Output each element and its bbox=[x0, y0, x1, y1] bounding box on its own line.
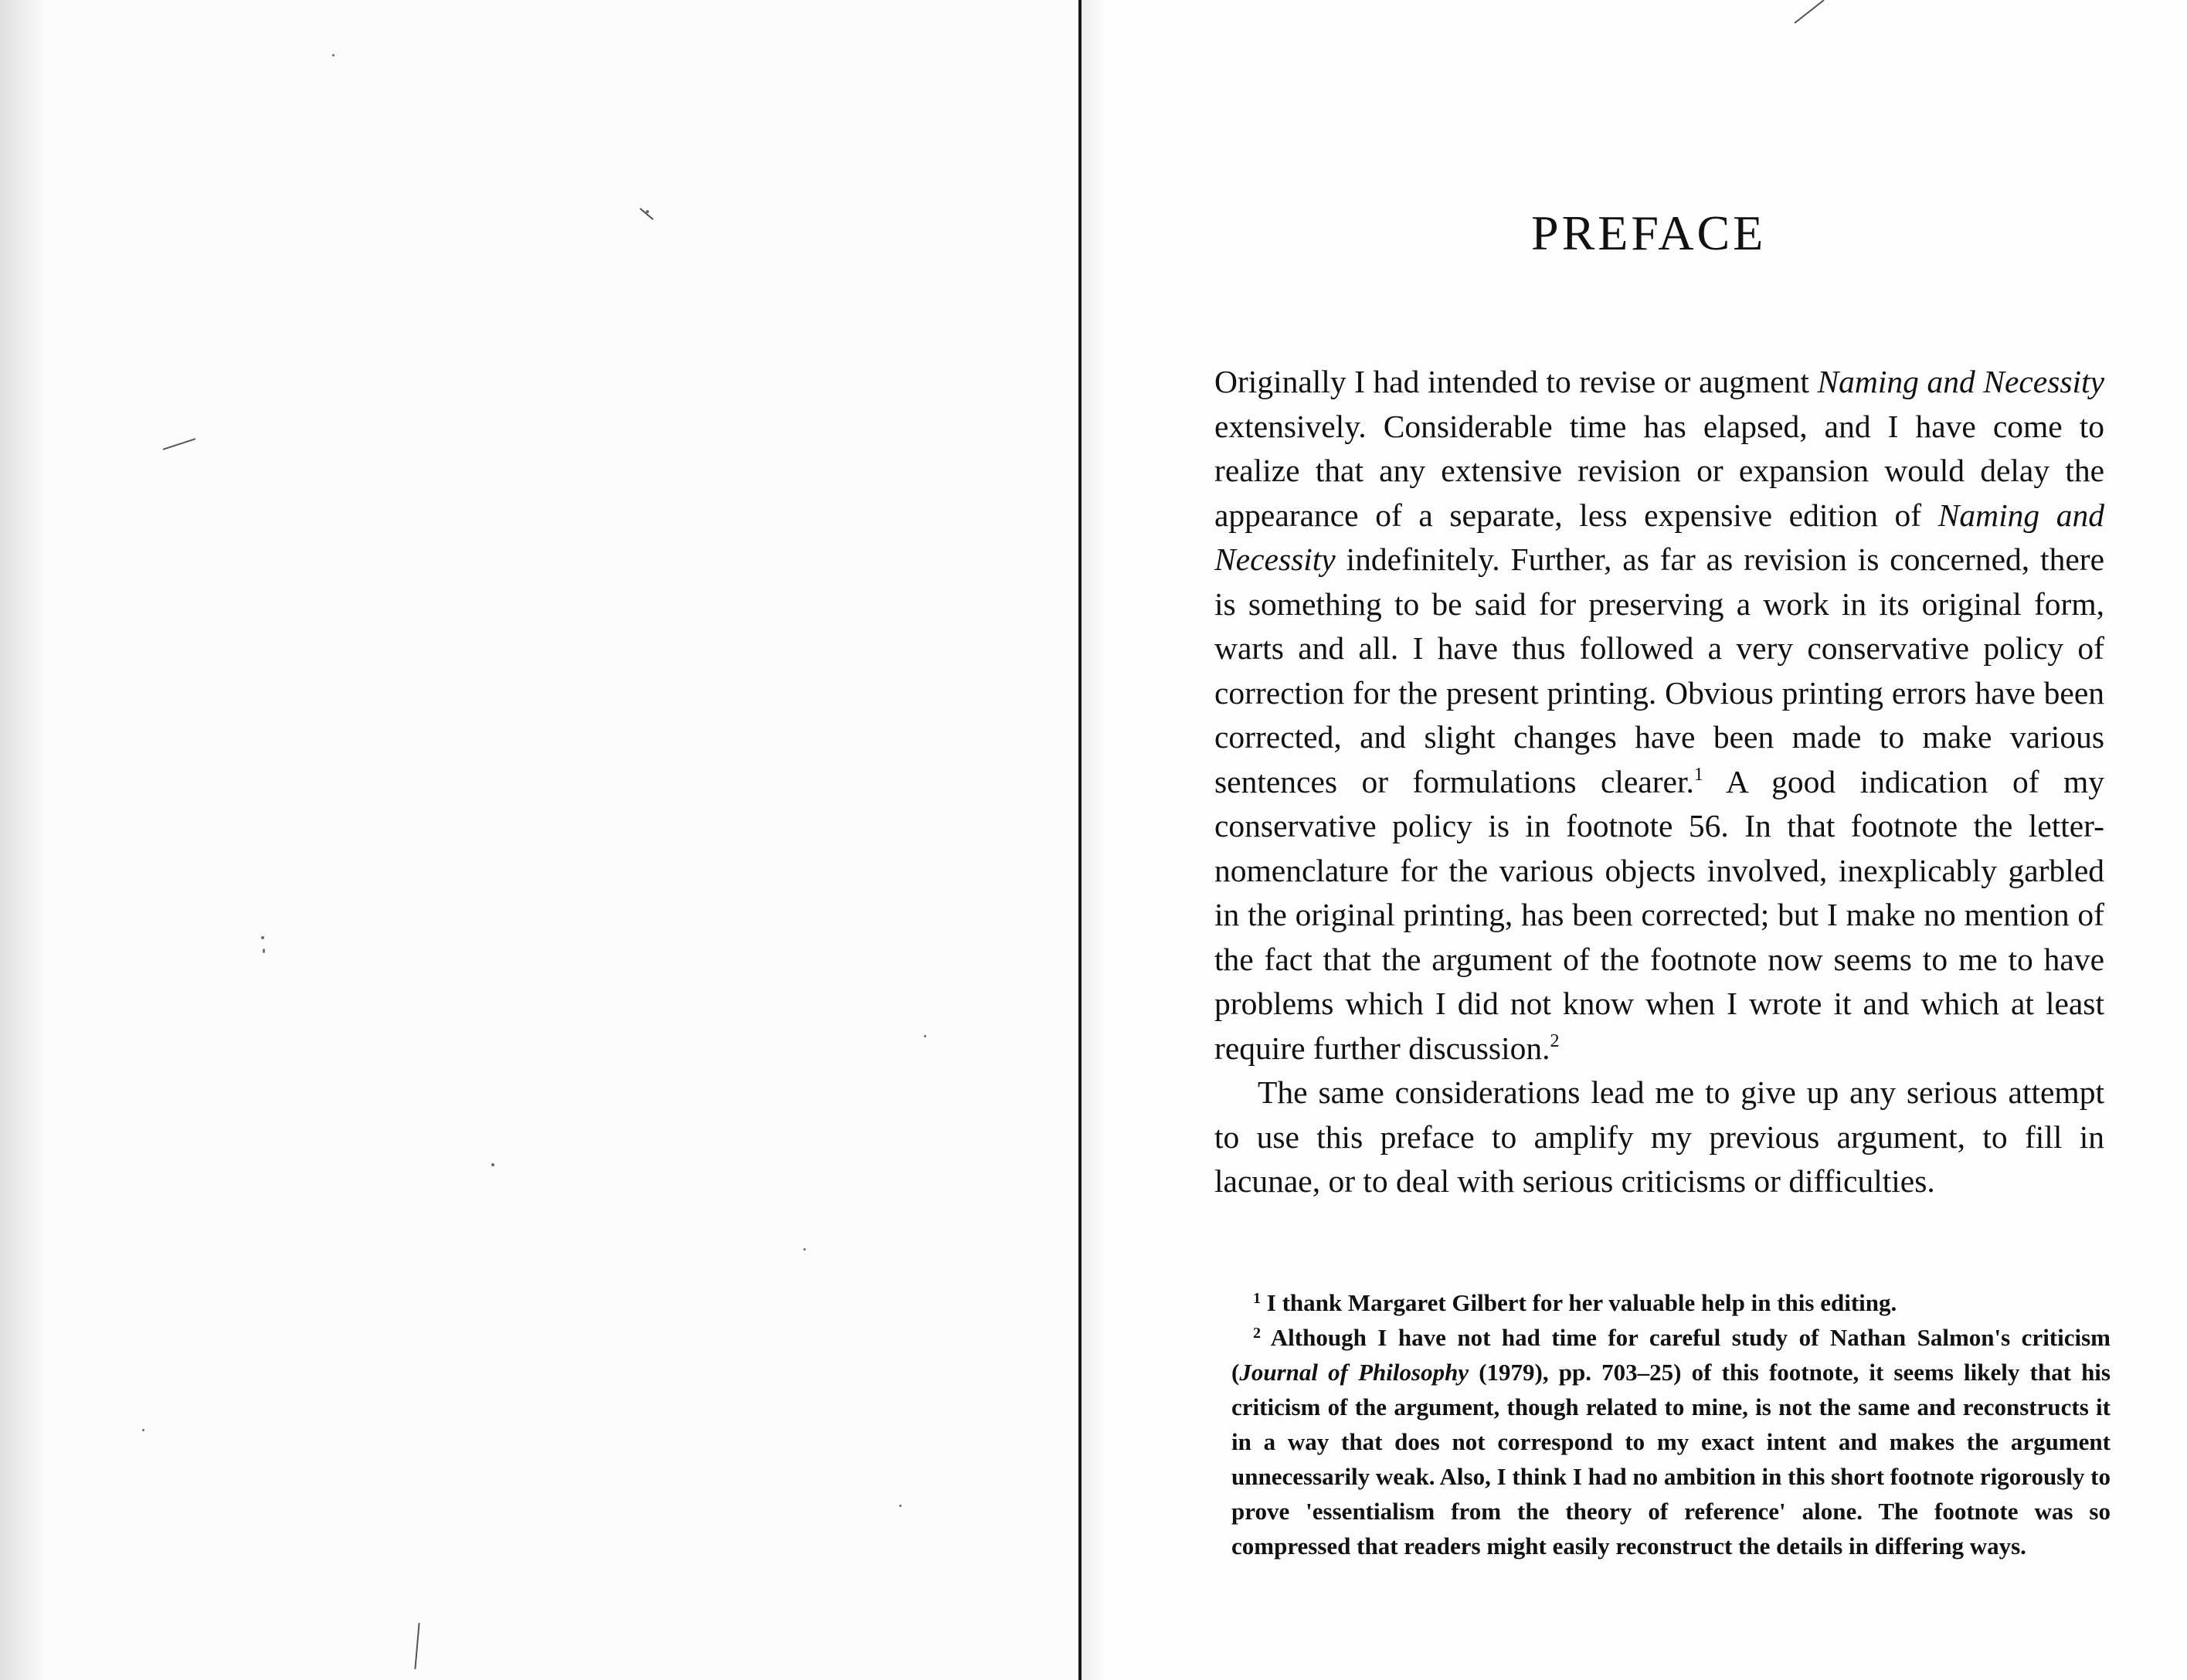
text-run: A good indication of my conservative policy is in footnote 56. In that footnote the letter-nomenclature for the various objects involved, inexplicably garbled in the original printing, has been corrected; but I make no mention of the fact that the argument of the footnote now seems to me to have problems which I did not know when I wrote it and which at least require further discussion. bbox=[1214, 763, 2104, 1066]
gutter-shadow bbox=[1082, 0, 1105, 1680]
footnote bbox=[1231, 1285, 2111, 1320]
footnotes bbox=[1231, 1285, 2111, 1563]
scan-mark bbox=[1794, 0, 1824, 24]
scan-speck bbox=[803, 1248, 806, 1251]
body-paragraph bbox=[1214, 1071, 2104, 1204]
footnote-marker: 2 bbox=[1550, 1030, 1560, 1051]
scan-speck bbox=[142, 1429, 144, 1431]
text-run: The same considerations lead me to give up any serious attempt to use this preface to amplify my previous argument, to fill in lacunae, or to deal with serious criticisms or difficulties. bbox=[1214, 1074, 2104, 1199]
italic-text: Naming and Necessity bbox=[1817, 364, 2104, 399]
page-title: PREFACE bbox=[1531, 205, 1767, 260]
text-run: indefinitely. Further, as far as revision is concerned, there is something to be said for preserving a work in its original form, warts and all. I have thus followed a very conservative policy of correction for the present printing. Obvious printing errors have been corrected, and slight changes have been made to make various sentences or formulations clearer. bbox=[1214, 541, 2104, 799]
italic-text: Naming and Necessity bbox=[1214, 497, 2104, 577]
footnote-marker: 2 bbox=[1253, 1325, 1261, 1342]
scan-speck bbox=[332, 54, 335, 56]
text-run: extensively. Considerable time has elapsed, and I have come to realize that any extensive revision or expansion would delay the appearance of a separate, less expensive edition of bbox=[1214, 408, 2104, 533]
scan-mark bbox=[414, 1623, 419, 1669]
body-paragraph bbox=[1214, 360, 2104, 1071]
footnote bbox=[1231, 1320, 2111, 1563]
text-run: (1979), pp. 703–25) of this footnote, it seems likely that his criticism of the argument, though related to mine, is not the same and reconstructs it in a way that does not correspond to my exact intent and makes the argument unnecessarily weak. Also, I think I had no ambition in this short footnote rigorously to prove 'essentialism from the theory of reference' alone. The footnote was so compressed that readers might easily reconstruct the details in differing ways. bbox=[1231, 1359, 2111, 1560]
text-run: I thank Margaret Gilbert for her valuable help in this editing. bbox=[1261, 1289, 1897, 1316]
scan-mark bbox=[163, 438, 195, 450]
scan-speck bbox=[263, 949, 265, 953]
scan-speck bbox=[924, 1035, 926, 1037]
left-blank-page bbox=[0, 0, 1080, 1680]
scan-speck bbox=[899, 1505, 902, 1507]
scan-speck bbox=[261, 936, 264, 939]
page-edge-shadow bbox=[0, 0, 46, 1680]
footnote-marker: 1 bbox=[1253, 1290, 1261, 1307]
italic-text: Journal of Philosophy bbox=[1239, 1359, 1469, 1386]
text-run: Although I have not had time for careful study of Nathan Salmon's criticism ( bbox=[1231, 1324, 2111, 1386]
scan-speck bbox=[491, 1163, 494, 1166]
text-run: Originally I had intended to revise or augment bbox=[1214, 364, 1818, 399]
footnote-marker: 1 bbox=[1693, 764, 1703, 785]
preface-body bbox=[1214, 360, 2104, 1204]
